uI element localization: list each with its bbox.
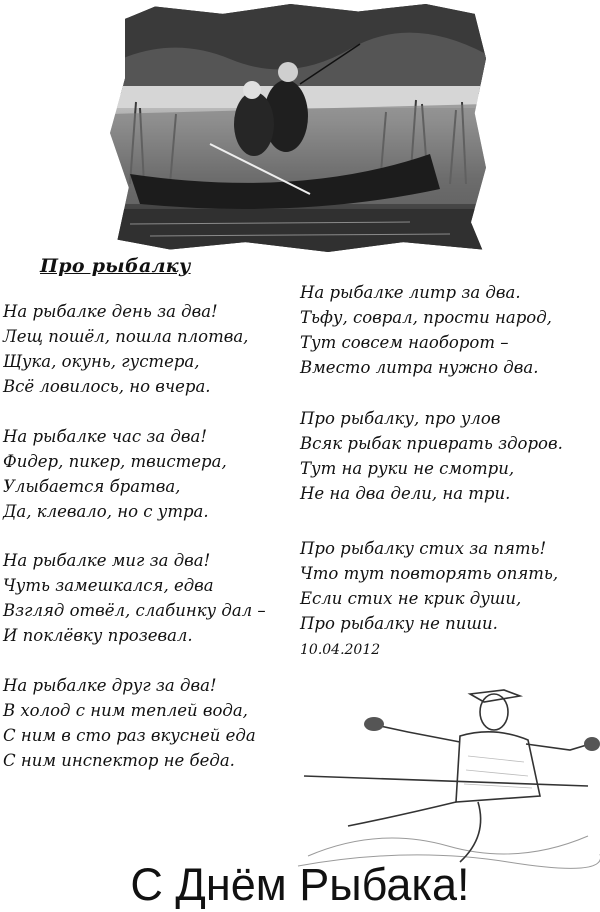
stanza-3 (3, 548, 266, 648)
poem-line: На рыбалке день за два! (3, 302, 218, 321)
poem-line: Улыбается братва, (3, 477, 181, 496)
poem-line: Фидер, пикер, твистера, (3, 452, 227, 471)
poem-line: Щука, окунь, густера, (3, 352, 200, 371)
poem-line: В холод с ним теплей вода, (3, 701, 248, 720)
stanza-2 (3, 424, 227, 524)
poem-line: Да, клевало, но с утра. (3, 502, 209, 521)
poem-line: На рыбалке час за два! (3, 427, 207, 446)
poem-line: Тут на руки не смотри, (300, 459, 515, 478)
poem-line: На рыбалке друг за два! (3, 676, 217, 695)
poem-line: Тут совсем наоборот – (300, 333, 509, 352)
poem-line: На рыбалке литр за два. (300, 283, 521, 302)
poem-line: Про рыбалку, про улов (300, 409, 501, 428)
poem-line: И поклёвку прозевал. (3, 626, 193, 645)
poem-line: Про рыбалку не пиши. (300, 614, 498, 633)
poem-line: Всяк рыбак приврать здоров. (300, 434, 563, 453)
poem-line: Если стих не крик души, (300, 589, 522, 608)
poem-line: Всё ловилось, но вчера. (3, 377, 211, 396)
fisherman-sketch-illustration (288, 666, 600, 870)
stanza-4 (3, 673, 256, 773)
poem-line: На рыбалке миг за два! (3, 551, 211, 570)
poem-line: Лещ пошёл, пошла плотва, (3, 327, 249, 346)
stanza-5 (300, 280, 552, 380)
stanza-1 (3, 299, 248, 399)
stanza-7 (300, 536, 558, 636)
poem-line: Вместо литра нужно два. (300, 358, 539, 377)
poem-line: Про рыбалку стих за пять! (300, 539, 547, 558)
poem-line: Что тут повторять опять, (300, 564, 559, 583)
poem-line: Чуть замешкался, едва (3, 576, 214, 595)
fishermen-boat-photo (110, 4, 486, 252)
greeting-title: С Днём Рыбака! (130, 859, 470, 910)
stanza-6 (300, 406, 563, 506)
poem-line: Не на два дели, на три. (300, 484, 511, 503)
poem-line: С ним инспектор не беда. (3, 751, 235, 770)
poem-date: 10.04.2012 (300, 642, 381, 658)
poem-line: Тьфу, соврал, прости народ, (300, 308, 552, 327)
poem-line: Взгляд отвёл, слабинку дал – (3, 601, 266, 620)
poem-title: Про рыбалку (40, 255, 191, 277)
poem-line: С ним в сто раз вкусней еда (3, 726, 256, 745)
